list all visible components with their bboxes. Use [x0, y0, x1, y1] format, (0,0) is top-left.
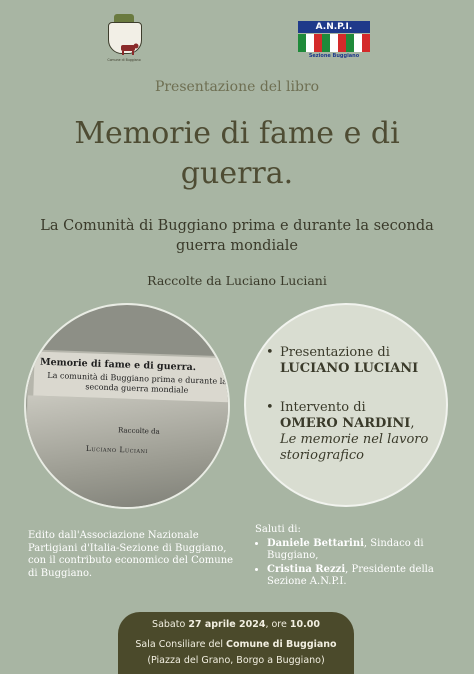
event-address: (Piazza del Grano, Borgo a Buggiano) — [147, 655, 325, 666]
anpi-text: A.N.P.I. — [298, 21, 370, 33]
greeting-name: Cristina Rezzi — [267, 563, 346, 575]
greeting-role: , Presidente della Sezione A.N.P.I. — [267, 563, 434, 587]
program-item2-prefix: Intervento di — [280, 400, 366, 415]
program-item-presentation — [266, 345, 436, 377]
list-item — [267, 538, 445, 563]
greeting-name: Daniele Bettarini — [267, 537, 364, 549]
event-time: 10.00 — [289, 619, 320, 630]
event-day: Sabato — [152, 619, 189, 630]
list-item — [267, 564, 445, 589]
page-title: Memorie di fame e di guerra. — [74, 116, 400, 191]
event-date: 27 aprile 2024 — [188, 619, 266, 630]
bullet-icon: • — [266, 400, 274, 415]
event-time-prefix: , ore — [265, 619, 290, 630]
program-circle — [244, 303, 448, 507]
bull-icon — [118, 43, 140, 55]
event-venue: Comune di Buggiano — [225, 639, 337, 650]
publisher-credits: Edito dall'Associazione Nazionale Partigiani d'Italia-Sezione di Buggiano, con il contributo economico del Comune di Buggiano. — [28, 530, 234, 579]
book-cover-subtitle: La comunità di Buggiano prima e durante la seconda guerra mondiale — [47, 370, 228, 395]
anpi-section: Sezione Buggiano — [308, 53, 360, 59]
event-info-box — [118, 612, 354, 674]
program-item-intervention — [266, 400, 436, 464]
collected-by: Raccolte da Luciano Luciani — [147, 273, 327, 288]
event-venue-prefix: Sala Consiliare del — [135, 639, 226, 650]
subtitle: La Comunità di Buggiano prima e durante la seconda guerra mondiale — [40, 218, 434, 254]
greetings-list — [255, 538, 445, 589]
program-item1-name: LUCIANO LUCIANI — [280, 361, 419, 376]
kicker: Presentazione del libro — [154, 79, 320, 95]
anpi-logo — [298, 21, 370, 63]
program-item2-comma: , — [410, 416, 415, 431]
flag-icon — [298, 34, 370, 52]
book-cover-title: Memorie di fame e di guerra. — [39, 356, 197, 374]
comune-caption: Comune di Buggiano — [107, 58, 141, 62]
comune-logo — [104, 12, 144, 66]
book-cover-author: Luciano Luciani — [85, 443, 149, 456]
greeting-role: , Sindaco di Buggiano, — [267, 537, 424, 561]
crown-icon — [114, 14, 134, 22]
program-item2-name: OMERO NARDINI — [280, 416, 411, 431]
event-venue-line — [118, 639, 354, 650]
book-cover-image — [24, 303, 230, 509]
greetings-heading: Saluti di: — [255, 524, 301, 535]
shield-icon — [108, 22, 142, 54]
event-date-line — [118, 619, 354, 630]
program-item1-prefix: Presentazione di — [280, 345, 390, 360]
bullet-icon: • — [266, 345, 274, 360]
program-item2-topic: Le memorie nel lavoro storiografico — [280, 432, 429, 463]
book-cover-raccolte: Raccolte da — [117, 426, 160, 436]
greetings — [255, 524, 445, 590]
